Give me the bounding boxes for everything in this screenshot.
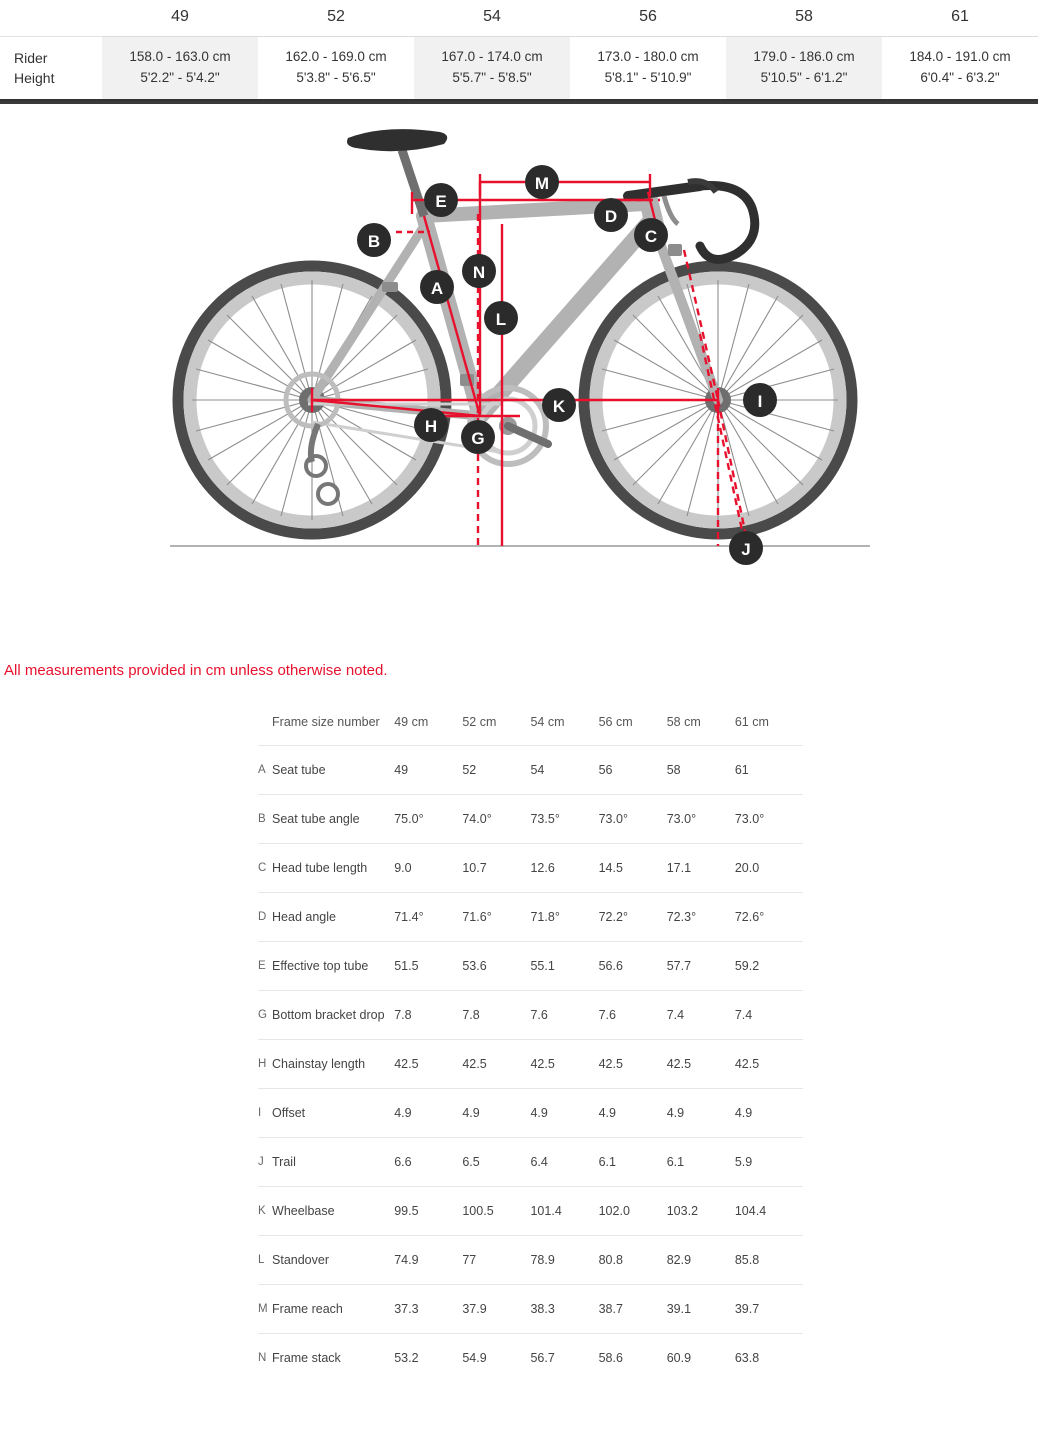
rider-height-58-in: 5'10.5" - 6'1.2": [760, 69, 848, 85]
geo-row-name: Seat tube angle: [272, 794, 394, 843]
rider-height-56-cm: 173.0 - 180.0 cm: [597, 49, 699, 64]
rider-height-52-in: 5'3.8" - 5'6.5": [296, 69, 376, 85]
geo-row-value: 42.5: [735, 1039, 803, 1088]
geo-header-52: 52 cm: [462, 701, 530, 746]
geo-header-49: 49 cm: [394, 701, 462, 746]
geo-row-key: B: [258, 794, 272, 843]
table-header-row: [0, 0, 1038, 37]
geo-row-name: Standover: [272, 1235, 394, 1284]
geo-row-value: 72.2°: [599, 892, 667, 941]
callout-D: [594, 198, 628, 232]
geo-row-value: 49: [394, 745, 462, 794]
rider-height-table-head: [0, 0, 1038, 37]
geo-row-value: 54: [530, 745, 598, 794]
size-header-61: 61: [882, 0, 1038, 37]
geo-row-value: 102.0: [599, 1186, 667, 1235]
geo-row-value: 38.7: [599, 1284, 667, 1333]
geo-row-value: 71.4°: [394, 892, 462, 941]
geometry-table: [258, 701, 803, 1382]
svg-text:K: K: [552, 396, 566, 416]
geo-row-value: 75.0°: [394, 794, 462, 843]
rider-height-56: [570, 37, 726, 100]
table-row: [258, 1039, 803, 1088]
geo-row-key: N: [258, 1351, 267, 1364]
callout-C: [634, 218, 668, 252]
geo-header-frame-size: Frame size number: [272, 701, 394, 746]
size-header-52: 52: [258, 0, 414, 37]
svg-text:L: L: [495, 309, 507, 329]
geo-header-54: 54 cm: [530, 701, 598, 746]
bike-diagram-svg: [0, 104, 1038, 644]
geo-row-value: 54.9: [462, 1350, 487, 1365]
bike-geometry-diagram: [0, 104, 1038, 644]
geo-row-value: 60.9: [666, 1350, 692, 1365]
geo-row-value: 6.6: [394, 1137, 462, 1186]
geo-row-value: 78.9: [530, 1235, 598, 1284]
geometry-table-body: [258, 745, 803, 1382]
svg-text:A: A: [430, 278, 444, 298]
geo-row-name: Head tube length: [272, 843, 394, 892]
callout-E: [424, 183, 458, 217]
geo-row-value: 73.0°: [735, 794, 803, 843]
rider-height-61-in: 6'0.4" - 6'3.2": [920, 69, 1000, 85]
rider-height-label-line1: Rider: [14, 49, 48, 66]
size-header-58: 58: [726, 0, 882, 37]
geo-row-value: 38.3: [530, 1284, 598, 1333]
geo-row-value: 57.7: [667, 941, 735, 990]
table-row: [0, 37, 1038, 100]
geo-row-value: 73.0°: [667, 794, 735, 843]
geo-row-value: 51.5: [394, 941, 462, 990]
geo-row-value: 73.0°: [599, 794, 667, 843]
geometry-table-head: [258, 701, 803, 746]
geo-row-value: 71.8°: [530, 892, 598, 941]
table-header-row: [258, 701, 803, 746]
size-header-56: 56: [570, 0, 726, 37]
svg-text:H: H: [424, 416, 438, 436]
geo-row-value: 20.0: [735, 843, 803, 892]
geo-row-value: 39.1: [667, 1284, 735, 1333]
rider-height-54-cm: 167.0 - 174.0 cm: [441, 49, 543, 64]
geo-row-value: 99.5: [394, 1186, 462, 1235]
rider-height-49-in: 5'2.2" - 5'4.2": [140, 69, 220, 85]
geo-row-name: Head angle: [272, 892, 394, 941]
svg-text:I: I: [757, 391, 763, 411]
callout-G: [461, 420, 495, 454]
geo-row-value: 7.6: [599, 990, 667, 1039]
rider-height-52: [258, 37, 414, 100]
geo-key-header: [258, 701, 272, 746]
size-header-49: 49: [102, 0, 258, 37]
geo-row-key: C: [258, 843, 272, 892]
table-row: [258, 1235, 803, 1284]
geo-row-name: Frame reach: [272, 1284, 394, 1333]
geo-row-key: M: [258, 1284, 272, 1333]
geo-row-value: 6.5: [462, 1137, 530, 1186]
geo-row-value: 72.6°: [735, 892, 803, 941]
geo-row-value: 10.7: [462, 843, 530, 892]
geo-row-value: 59.2: [735, 941, 803, 990]
geo-row-value: 4.9: [599, 1088, 667, 1137]
rider-height-49: [102, 37, 258, 100]
geo-row-name: Bottom bracket drop: [272, 990, 394, 1039]
geo-row-key: H: [258, 1039, 272, 1088]
rider-height-table: [0, 0, 1038, 101]
geo-row-value: 14.5: [599, 843, 667, 892]
rider-height-61: [882, 37, 1038, 100]
geo-row-value: 56.6: [599, 941, 667, 990]
geo-row-key: L: [258, 1235, 272, 1284]
geo-row-value: 74.0°: [462, 794, 530, 843]
geo-row-name: Effective top tube: [272, 941, 394, 990]
geo-row-key: J: [258, 1137, 272, 1186]
geo-row-value: 80.8: [599, 1235, 667, 1284]
geo-row-key: A: [258, 745, 272, 794]
geo-row-value: 6.4: [530, 1137, 598, 1186]
geo-row-value: 56.7: [530, 1350, 555, 1365]
geo-row-value: 6.1: [667, 1137, 735, 1186]
geo-row-value: 4.9: [667, 1088, 735, 1137]
geo-row-value: 53.2: [394, 1350, 419, 1365]
geo-row-value: 37.9: [462, 1284, 530, 1333]
geo-row-value: 39.7: [735, 1284, 803, 1333]
geo-row-key: I: [258, 1088, 272, 1137]
geo-row-value: 42.5: [599, 1039, 667, 1088]
geo-row-value: 7.8: [394, 990, 462, 1039]
geo-row-value: 42.5: [667, 1039, 735, 1088]
geo-row-value: 6.1: [599, 1137, 667, 1186]
rider-height-52-cm: 162.0 - 169.0 cm: [285, 49, 387, 64]
geo-row-key: D: [258, 892, 272, 941]
geo-row-value: 7.4: [735, 990, 803, 1039]
svg-text:D: D: [604, 206, 618, 226]
geo-row-value: 53.6: [462, 941, 530, 990]
callout-K: [542, 388, 576, 422]
geo-row-value: 58: [667, 745, 735, 794]
geo-row-name: Seat tube: [272, 745, 394, 794]
geo-row-value: 4.9: [394, 1088, 462, 1137]
geo-row-value: 85.8: [735, 1235, 803, 1284]
rider-height-58: [726, 37, 882, 100]
rider-height-54-in: 5'5.7" - 5'8.5": [452, 69, 532, 85]
geo-row-value: 17.1: [667, 843, 735, 892]
geo-row-value: 4.9: [530, 1088, 598, 1137]
geo-row-key: K: [258, 1186, 272, 1235]
geo-row-value: 7.6: [530, 990, 598, 1039]
geo-row-value: 42.5: [462, 1039, 530, 1088]
table-row: [258, 892, 803, 941]
geo-row-value: 4.9: [735, 1088, 803, 1137]
geo-row-value: 7.4: [667, 990, 735, 1039]
rider-height-label: [0, 37, 102, 100]
geo-row-value: 56: [599, 745, 667, 794]
svg-text:E: E: [435, 191, 447, 211]
geo-row-value: 73.5°: [530, 794, 598, 843]
geo-row-value: 9.0: [394, 843, 462, 892]
geo-row-value: 61: [735, 745, 803, 794]
geo-row-value: 71.6°: [462, 892, 530, 941]
rider-height-58-cm: 179.0 - 186.0 cm: [753, 49, 855, 64]
geo-row-value: 104.4: [735, 1186, 803, 1235]
geo-row-name: Wheelbase: [272, 1186, 394, 1235]
table-row: [258, 1137, 803, 1186]
geo-row-name: Trail: [272, 1137, 394, 1186]
geo-row-key: E: [258, 941, 272, 990]
geo-row-value: 42.5: [394, 1039, 462, 1088]
geo-row-value: 58.6: [598, 1350, 623, 1365]
svg-text:G: G: [471, 428, 485, 448]
geo-row-value: 101.4: [530, 1186, 598, 1235]
svg-text:C: C: [644, 226, 658, 246]
callout-M: [525, 165, 559, 199]
geo-row-value: 74.9: [394, 1235, 462, 1284]
callout-L: [484, 301, 518, 335]
geo-row-value: 82.9: [667, 1235, 735, 1284]
callout-A: [420, 270, 454, 304]
rider-height-54: [414, 37, 570, 100]
svg-text:N: N: [472, 262, 486, 282]
geo-row-value: 52: [462, 745, 530, 794]
table-row: [258, 1088, 803, 1137]
table-row: [258, 941, 803, 990]
callout-B: [357, 223, 391, 257]
geo-row-name: Chainstay length: [272, 1039, 394, 1088]
geo-row-value: 63.8: [734, 1350, 760, 1365]
callout-N: [462, 254, 496, 288]
geo-row-value: 4.9: [462, 1088, 530, 1137]
svg-text:M: M: [534, 173, 550, 193]
svg-text:B: B: [367, 231, 381, 251]
table-row: [258, 990, 803, 1039]
rider-height-56-in: 5'8.1" - 5'10.9": [604, 69, 692, 85]
geo-row-value: 100.5: [462, 1186, 530, 1235]
table-row: [258, 1333, 803, 1382]
geo-row-value: 72.3°: [667, 892, 735, 941]
callout-J: [729, 531, 763, 565]
rider-height-label-line2: Height: [14, 69, 55, 86]
geo-row-name: Offset: [272, 1088, 394, 1137]
table-row: [258, 745, 803, 794]
geo-row-name: Frame stack: [272, 1350, 341, 1365]
rider-height-49-cm: 158.0 - 163.0 cm: [129, 49, 231, 64]
geo-row-value: 55.1: [530, 941, 598, 990]
geo-row-key: G: [258, 990, 272, 1039]
measurement-note: All measurements provided in cm unless otherwise noted.: [4, 661, 388, 679]
header-blank-cell: [0, 0, 102, 37]
geo-row-value: 7.8: [462, 990, 530, 1039]
table-row: [258, 1186, 803, 1235]
geo-row-value: 5.9: [735, 1137, 803, 1186]
geo-header-58: 58 cm: [667, 701, 735, 746]
geo-row-value: 77: [462, 1235, 530, 1284]
geo-header-61: 61 cm: [735, 701, 803, 746]
geo-row-value: 103.2: [667, 1186, 735, 1235]
rider-height-table-body: [0, 37, 1038, 100]
size-header-54: 54: [414, 0, 570, 37]
table-row: [258, 794, 803, 843]
geo-row-value: 12.6: [530, 843, 598, 892]
geo-row-value: 42.5: [530, 1039, 598, 1088]
geo-header-56: 56 cm: [599, 701, 667, 746]
rider-height-61-cm: 184.0 - 191.0 cm: [909, 49, 1011, 64]
saddle: [347, 129, 447, 151]
callout-I: [743, 383, 777, 417]
svg-text:J: J: [741, 539, 751, 559]
table-row: [258, 843, 803, 892]
callout-H: [414, 408, 448, 442]
geo-row-value: 37.3: [394, 1284, 462, 1333]
table-row: [258, 1284, 803, 1333]
